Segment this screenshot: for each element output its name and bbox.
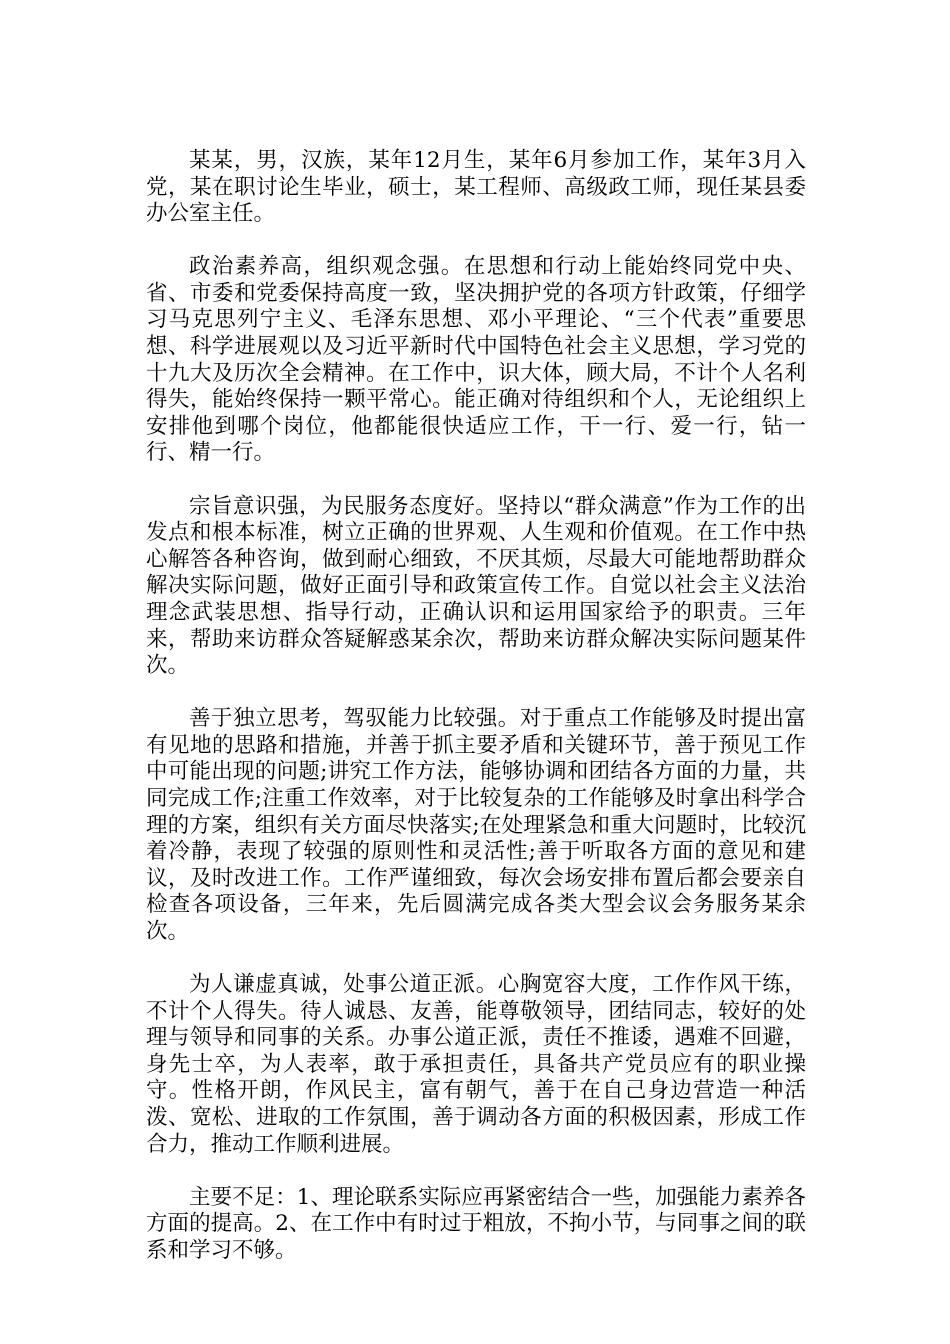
paragraph-service-awareness: 宗旨意识强，为民服务态度好。坚持以“群众满意”作为工作的出发点和根本标准，树立正确的世界观、人生观和价值观。在工作中热心解答各种咨询，做到耐心细致，不厌其烦，尽最大可能地帮助群众解决实际问题，做好正面引导和政策宣传工作。自觉以社会主义法治理念武装思想、指导行动，正确认识和运用国家给予的职责。三年来，帮助来访群众答疑解惑某余次，帮助来访群众解决实际问题某件次。 xyxy=(146,493,806,679)
paragraph-personal-info: 某某，男，汉族，某年12月生，某年6月参加工作，某年3月入党，某在职讨论生毕业，硕士，某工程师、高级政工师，现任某县委办公室主任。 xyxy=(146,148,806,227)
paragraph-personal-character: 为人谦虚真诚，处事公道正派。心胸宽容大度，工作作风干练，不计个人得失。待人诚恳、友善，能尊敬领导，团结同志，较好的处理与领导和同事的关系。办事公道正派，责任不推诿，遇难不回避，身先士卒，为人表率，敢于承担责任，具备共产党员应有的职业操守。性格开朗，作风民主，富有朝气，善于在自己身边营造一种活泼、宽松、进取的工作氛围，善于调动各方面的积极因素，形成工作合力，推动工作顺利进展。 xyxy=(146,972,806,1157)
document-body xyxy=(146,148,806,1264)
paragraph-shortcomings: 主要不足：1、理论联系实际应再紧密结合一些，加强能力素养各方面的提高。2、在工作中有时过于粗放，不拘小节，与同事之间的联系和学习不够。 xyxy=(146,1184,806,1263)
paragraph-political-quality: 政治素养高，组织观念强。在思想和行动上能始终同党中央、省、市委和党委保持高度一致，坚决拥护党的各项方针政策，仔细学习马克思列宁主义、毛泽东思想、邓小平理论、“三个代表”重要思想、科学进展观以及习近平新时代中国特色社会主义思想，学习党的十九大及历次全会精神。在工作中，识大体，顾大局，不计个人名利得失，能始终保持一颗平常心。能正确对待组织和个人，无论组织上安排他到哪个岗位，他都能很快适应工作，干一行、爱一行，钻一行、精一行。 xyxy=(146,254,806,466)
paragraph-work-ability: 善于独立思考，驾驭能力比较强。对于重点工作能够及时提出富有见地的思路和措施，并善于抓主要矛盾和关键环节，善于预见工作中可能出现的问题;讲究工作方法，能够协调和团结各方面的力量，共同完成工作;注重工作效率，对于比较复杂的工作能够及时拿出科学合理的方案，组织有关方面尽快落实;在处理紧急和重大问题时，比较沉着冷静，表现了较强的原则性和灵活性;善于听取各方面的意见和建议，及时改进工作。工作严谨细致，每次会场安排布置后都会要亲自检查各项设备，三年来，先后圆满完成各类大型会议会务服务某余次。 xyxy=(146,706,806,944)
